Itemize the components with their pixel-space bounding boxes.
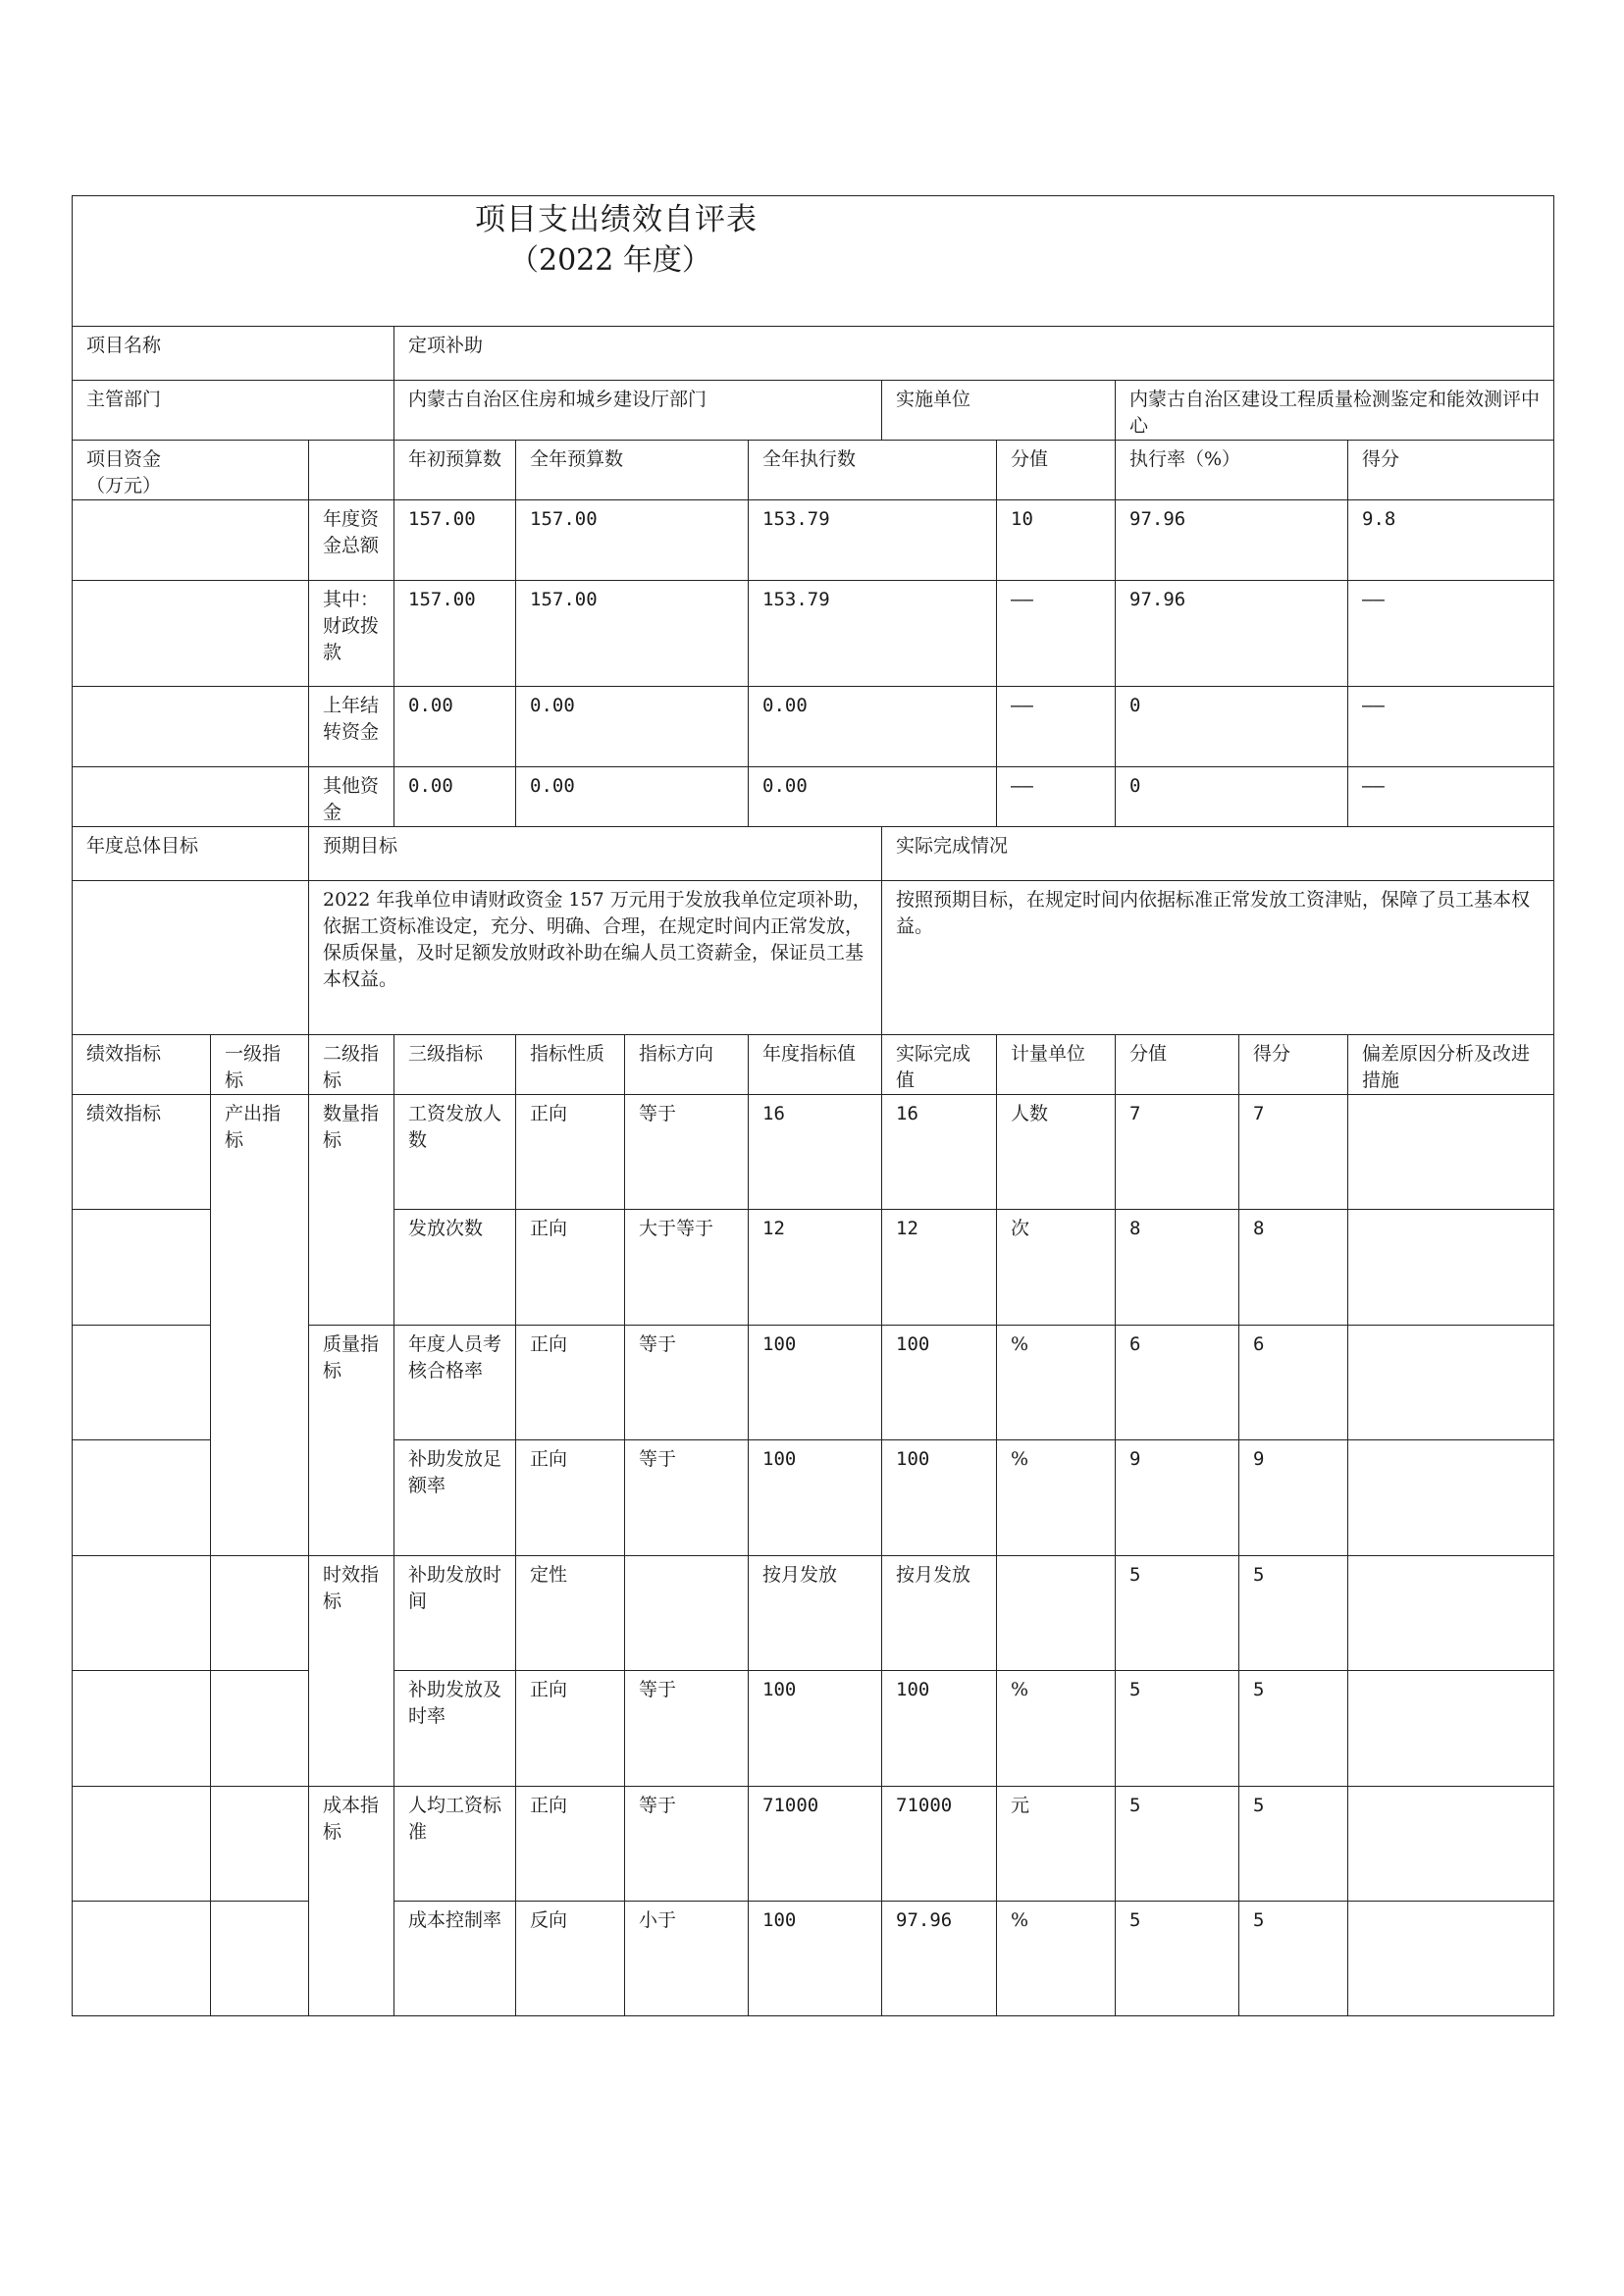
ind-nature: 反向 <box>516 1902 625 2016</box>
funds-cell: 9.8 <box>1348 500 1554 581</box>
impl-unit-value: 内蒙古自治区建设工程质量检测鉴定和能效测评中心 <box>1116 381 1554 441</box>
ind-header: 实际完成值 <box>882 1035 997 1095</box>
department-label: 主管部门 <box>73 381 394 441</box>
ind-col1-blank <box>73 1787 211 1902</box>
ind-score: 5 <box>1116 1787 1239 1902</box>
ind-level2: 时效指标 <box>309 1556 394 1787</box>
funds-row-blank <box>73 687 309 767</box>
ind-name: 人均工资标准 <box>394 1787 516 1902</box>
funds-cell: 0.00 <box>394 687 516 767</box>
ind-name: 补助发放及时率 <box>394 1671 516 1787</box>
ind-unit: % <box>997 1440 1116 1556</box>
ind-score: 5 <box>1116 1902 1239 2016</box>
ind-header: 偏差原因分析及改进措施 <box>1348 1035 1554 1095</box>
ind-nature: 正向 <box>516 1787 625 1902</box>
ind-header: 一级指标 <box>211 1035 309 1095</box>
impl-unit-label: 实施单位 <box>882 381 1116 441</box>
funds-header: 年初预算数 <box>394 441 516 500</box>
funds-cell: 0.00 <box>394 767 516 827</box>
goals-label: 年度总体目标 <box>73 827 309 881</box>
funds-cell: 97.96 <box>1116 500 1348 581</box>
ind-nature: 正向 <box>516 1095 625 1210</box>
ind-name: 成本控制率 <box>394 1902 516 2016</box>
ind-remark <box>1348 1326 1554 1440</box>
ind-target: 100 <box>749 1440 882 1556</box>
funds-cell: 157.00 <box>394 581 516 687</box>
ind-direction: 等于 <box>625 1787 749 1902</box>
ind-direction <box>625 1556 749 1671</box>
ind-target: 100 <box>749 1902 882 2016</box>
ind-name: 补助发放足额率 <box>394 1440 516 1556</box>
ind-col1-blank <box>73 1556 211 1671</box>
ind-direction: 等于 <box>625 1095 749 1210</box>
ind-name: 工资发放人数 <box>394 1095 516 1210</box>
project-name-label: 项目名称 <box>73 327 394 381</box>
ind-target: 100 <box>749 1671 882 1787</box>
ind-actual: 97.96 <box>882 1902 997 2016</box>
ind-got: 5 <box>1239 1556 1348 1671</box>
ind-col1: 绩效指标 <box>73 1095 211 1210</box>
funds-row-blank <box>73 500 309 581</box>
ind-unit: 次 <box>997 1210 1116 1326</box>
ind-actual: 100 <box>882 1671 997 1787</box>
funds-cell: 0.00 <box>516 767 749 827</box>
ind-nature: 正向 <box>516 1671 625 1787</box>
ind-actual: 16 <box>882 1095 997 1210</box>
ind-got: 5 <box>1239 1671 1348 1787</box>
ind-header: 指标性质 <box>516 1035 625 1095</box>
ind-unit: % <box>997 1326 1116 1440</box>
funds-header: 全年执行数 <box>749 441 997 500</box>
ind-target: 12 <box>749 1210 882 1326</box>
ind-level1: 产出指标 <box>211 1095 309 1556</box>
ind-actual: 按月发放 <box>882 1556 997 1671</box>
page-title: 项目支出绩效自评表 <box>475 202 758 237</box>
ind-score: 6 <box>1116 1326 1239 1440</box>
funds-row-name: 其中：财政拨款 <box>309 581 394 687</box>
ind-actual: 100 <box>882 1326 997 1440</box>
ind-header: 得分 <box>1239 1035 1348 1095</box>
ind-score: 8 <box>1116 1210 1239 1326</box>
funds-cell: 157.00 <box>516 500 749 581</box>
project-name-value: 定项补助 <box>394 327 1554 381</box>
funds-cell: 0 <box>1116 767 1348 827</box>
expected-goal-text: 2022 年我单位申请财政资金 157 万元用于发放我单位定项补助，依据工资标准设定，充分、明确、合理，在规定时间内正常发放，保质保量，及时足额发放财政补助在编人员工资薪金，保证员工基本权益。 <box>309 881 882 1035</box>
funds-cell: 153.79 <box>749 500 997 581</box>
funds-cell: 157.00 <box>394 500 516 581</box>
ind-header: 指标方向 <box>625 1035 749 1095</box>
ind-remark <box>1348 1671 1554 1787</box>
funds-header: 全年预算数 <box>516 441 749 500</box>
funds-row-blank <box>73 581 309 687</box>
ind-level1-blank <box>211 1556 309 1671</box>
ind-direction: 大于等于 <box>625 1210 749 1326</box>
ind-got: 6 <box>1239 1326 1348 1440</box>
ind-header: 计量单位 <box>997 1035 1116 1095</box>
funds-cell: 153.79 <box>749 581 997 687</box>
ind-level1-blank <box>211 1787 309 1902</box>
ind-actual: 12 <box>882 1210 997 1326</box>
ind-nature: 正向 <box>516 1326 625 1440</box>
funds-row-name: 年度资金总额 <box>309 500 394 581</box>
funds-row-name: 上年结转资金 <box>309 687 394 767</box>
ind-unit <box>997 1556 1116 1671</box>
ind-got: 5 <box>1239 1787 1348 1902</box>
ind-nature: 定性 <box>516 1556 625 1671</box>
ind-remark <box>1348 1556 1554 1671</box>
ind-target: 16 <box>749 1095 882 1210</box>
ind-target: 按月发放 <box>749 1556 882 1671</box>
funds-cell: —— <box>997 581 1116 687</box>
ind-unit: 人数 <box>997 1095 1116 1210</box>
ind-direction: 等于 <box>625 1326 749 1440</box>
department-value: 内蒙古自治区住房和城乡建设厅部门 <box>394 381 882 441</box>
funds-header: 执行率（%） <box>1116 441 1348 500</box>
funds-cell: —— <box>997 687 1116 767</box>
funds-cell: 10 <box>997 500 1116 581</box>
ind-level1-blank <box>211 1902 309 2016</box>
ind-score: 9 <box>1116 1440 1239 1556</box>
funds-header: 分值 <box>997 441 1116 500</box>
ind-nature: 正向 <box>516 1210 625 1326</box>
funds-cell: 0.00 <box>516 687 749 767</box>
ind-unit: % <box>997 1902 1116 2016</box>
ind-score: 5 <box>1116 1556 1239 1671</box>
title-cell <box>73 196 1554 327</box>
goals-blank <box>73 881 309 1035</box>
funds-cell: 97.96 <box>1116 581 1348 687</box>
ind-score: 5 <box>1116 1671 1239 1787</box>
funds-cell: —— <box>1348 687 1554 767</box>
ind-got: 8 <box>1239 1210 1348 1326</box>
ind-target: 71000 <box>749 1787 882 1902</box>
ind-unit: 元 <box>997 1787 1116 1902</box>
ind-remark <box>1348 1095 1554 1210</box>
funds-cell: —— <box>997 767 1116 827</box>
funds-row-name: 其他资金 <box>309 767 394 827</box>
ind-direction: 小于 <box>625 1902 749 2016</box>
ind-score: 7 <box>1116 1095 1239 1210</box>
ind-remark <box>1348 1787 1554 1902</box>
funds-cell: —— <box>1348 767 1554 827</box>
ind-actual: 100 <box>882 1440 997 1556</box>
ind-direction: 等于 <box>625 1440 749 1556</box>
ind-remark <box>1348 1210 1554 1326</box>
funds-cell: 0.00 <box>749 687 997 767</box>
ind-name: 补助发放时间 <box>394 1556 516 1671</box>
ind-target: 100 <box>749 1326 882 1440</box>
funds-blank <box>309 441 394 500</box>
actual-status-text: 按照预期目标，在规定时间内依据标准正常发放工资津贴，保障了员工基本权益。 <box>882 881 1554 1035</box>
ind-remark <box>1348 1902 1554 2016</box>
ind-nature: 正向 <box>516 1440 625 1556</box>
ind-col1-blank <box>73 1326 211 1440</box>
funds-header: 得分 <box>1348 441 1554 500</box>
ind-level2: 成本指标 <box>309 1787 394 2016</box>
ind-level1-blank <box>211 1671 309 1787</box>
ind-name: 年度人员考核合格率 <box>394 1326 516 1440</box>
ind-level2: 质量指标 <box>309 1326 394 1556</box>
ind-direction: 等于 <box>625 1671 749 1787</box>
ind-header: 分值 <box>1116 1035 1239 1095</box>
ind-name: 发放次数 <box>394 1210 516 1326</box>
ind-got: 9 <box>1239 1440 1348 1556</box>
funds-cell: 157.00 <box>516 581 749 687</box>
ind-got: 7 <box>1239 1095 1348 1210</box>
ind-level2: 数量指标 <box>309 1095 394 1326</box>
funds-row-blank <box>73 767 309 827</box>
ind-header: 绩效指标 <box>73 1035 211 1095</box>
ind-got: 5 <box>1239 1902 1348 2016</box>
ind-col1-blank <box>73 1210 211 1326</box>
ind-header: 年度指标值 <box>749 1035 882 1095</box>
ind-remark <box>1348 1440 1554 1556</box>
funds-label-text: 项目资金（万元） <box>86 448 162 496</box>
expected-goal-label: 预期目标 <box>309 827 882 881</box>
page-subtitle: （2022 年度） <box>509 243 711 278</box>
ind-header: 二级指标 <box>309 1035 394 1095</box>
funds-cell: 0 <box>1116 687 1348 767</box>
ind-header: 三级指标 <box>394 1035 516 1095</box>
funds-cell: 0.00 <box>749 767 997 827</box>
ind-col1-blank <box>73 1671 211 1787</box>
funds-label <box>73 441 309 500</box>
performance-table <box>72 195 1554 2016</box>
funds-cell: —— <box>1348 581 1554 687</box>
actual-status-label: 实际完成情况 <box>882 827 1554 881</box>
ind-col1-blank <box>73 1902 211 2016</box>
ind-actual: 71000 <box>882 1787 997 1902</box>
ind-col1-blank <box>73 1440 211 1556</box>
ind-unit: % <box>997 1671 1116 1787</box>
